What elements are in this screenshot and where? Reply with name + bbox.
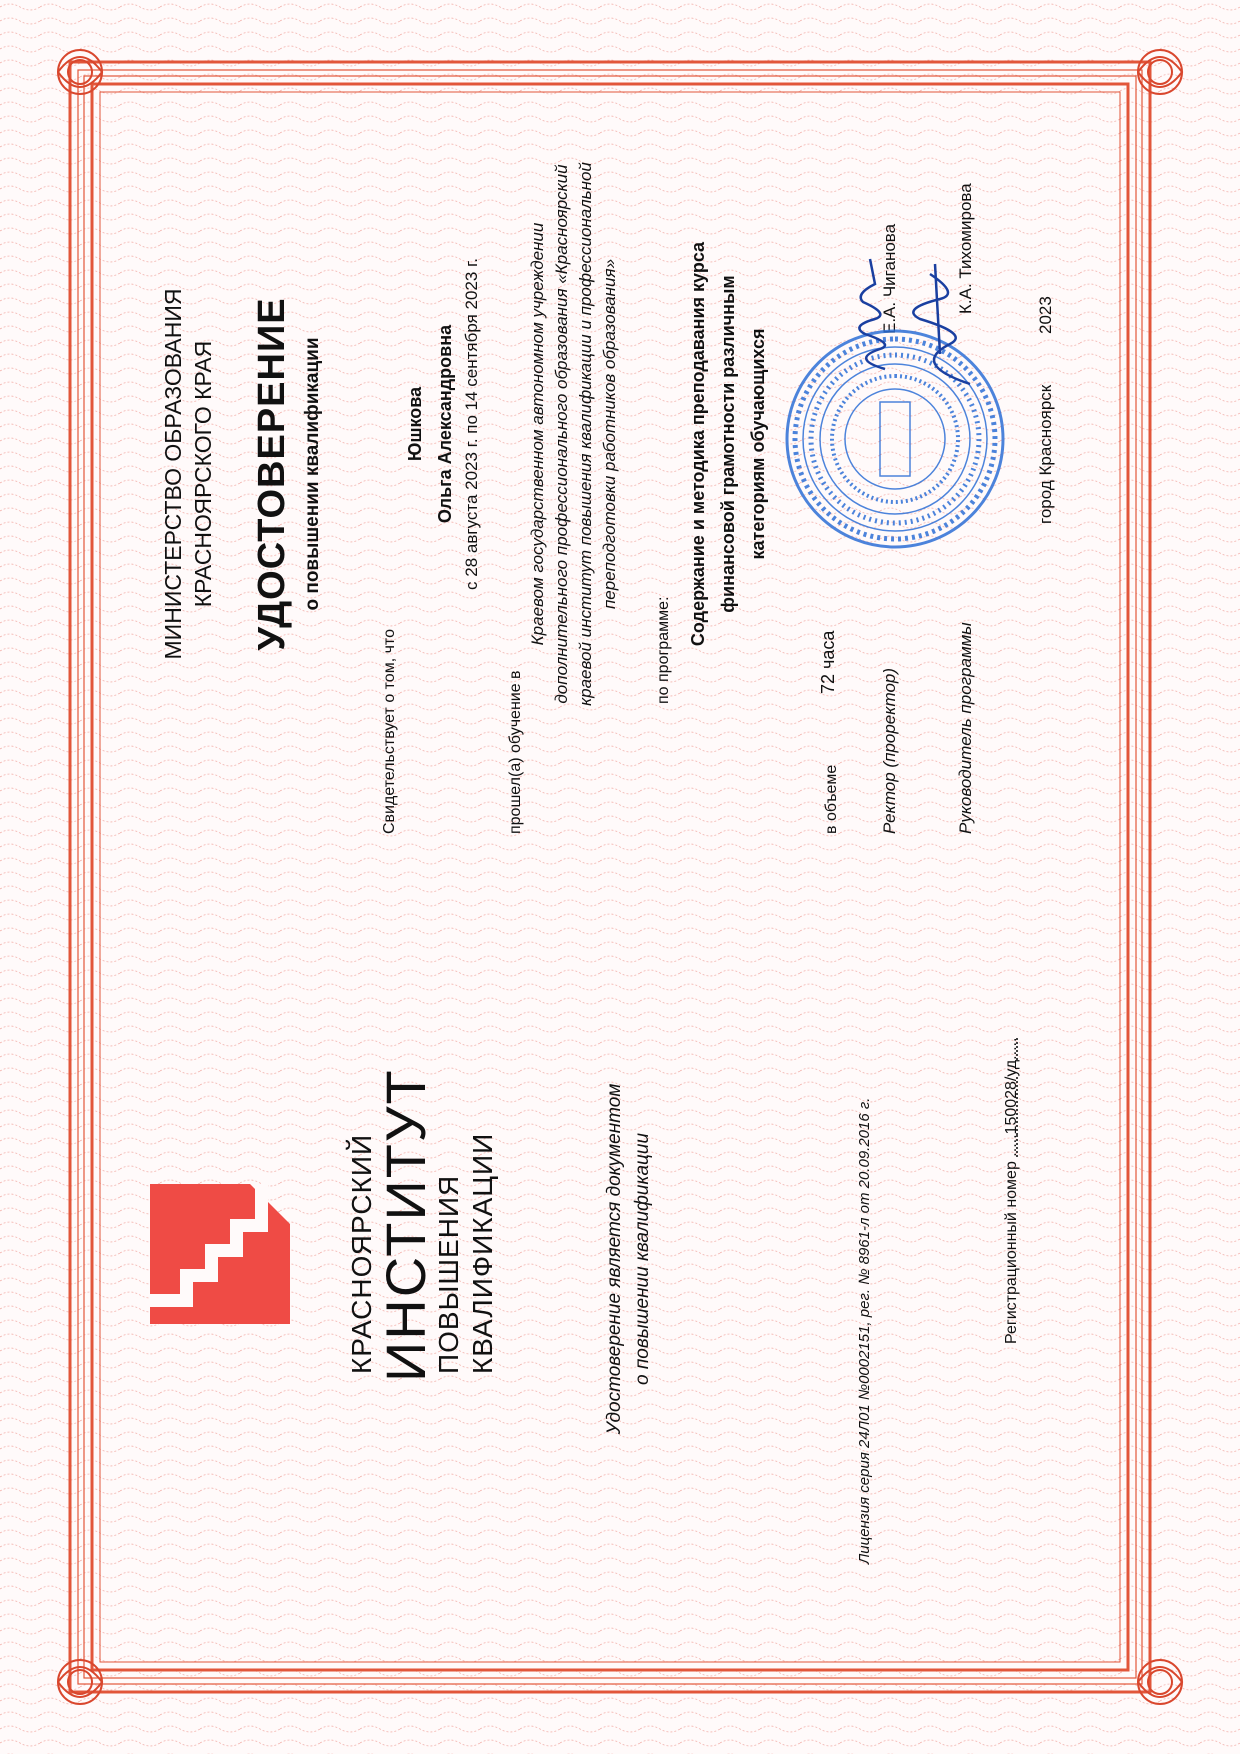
program-label: по программе:	[655, 596, 672, 704]
rector-signature-icon	[845, 254, 905, 374]
ministry-line1: МИНИСТЕРСТВО ОБРАЗОВАНИЯ	[160, 288, 186, 660]
document-title: УДОСТОВЕРЕНИЕ	[251, 297, 293, 651]
statement-line1: Удостоверение является документом	[604, 1083, 625, 1435]
training-dates: с 28 августа 2023 г. по 14 сентября 2023 г.	[462, 258, 481, 590]
issue-city: город Красноярск	[1036, 384, 1055, 524]
institute-name-line4: КВАЛИФИКАЦИИ	[467, 1132, 498, 1374]
program-head-label: Руководитель программы	[956, 622, 975, 834]
program-head-name: К.А. Тихомирова	[956, 183, 975, 314]
organization-line3: краевой институт повышения квалификации и профессиональной	[576, 162, 595, 706]
certifies-text: Свидетельствует о том, что	[381, 629, 398, 834]
institute-name-line3: ПОВЫШЕНИЯ	[433, 1174, 464, 1374]
registration-number: .....150028/уд.....	[1003, 1037, 1020, 1157]
organization-line2: дополнительного профессионального образования «Красноярский	[552, 164, 571, 704]
program-head-signature-icon	[900, 254, 980, 394]
institute-name-line2: ИНСТИТУТ	[374, 1068, 437, 1382]
recipient-name: Ольга Александровна	[435, 324, 455, 524]
organization-line1: Краевом государственном автономном учреждении	[528, 222, 547, 646]
rector-label: Ректор (проректор)	[880, 667, 899, 834]
program-line1: Содержание и методика преподавания курса	[688, 241, 708, 647]
rector-name: Е.А. Чиганова	[880, 223, 899, 334]
recipient-surname: Юшкова	[405, 386, 425, 462]
institute-name-line1: КРАСНОЯРСКИЙ	[346, 1133, 377, 1374]
institute-logo-icon	[150, 1184, 290, 1324]
volume-value: 72 часа	[818, 630, 838, 694]
license-text: Лицензия серия 24Л01 №0002151, рег. № 8961-л от 20.09.2016 г.	[856, 1097, 873, 1564]
registration-line	[1002, 1038, 1021, 1344]
program-line3: категориям обучающихся	[748, 328, 768, 560]
program-line2: финансовой грамотности различным	[718, 275, 738, 613]
volume-label: в объеме	[823, 764, 840, 834]
registration-label: Регистрационный номер	[1003, 1161, 1020, 1344]
issue-year: 2023	[1036, 296, 1055, 334]
ministry-line2: КРАСНОЯРСКОГО КРАЯ	[190, 340, 216, 608]
document-subtitle: о повышении квалификации	[302, 337, 323, 611]
statement-line2: о повышении квалификации	[632, 1132, 653, 1386]
organization-line4: переподготовки работников образования»	[600, 258, 619, 610]
trained-in-label: прошел(а) обучение в	[507, 670, 524, 834]
